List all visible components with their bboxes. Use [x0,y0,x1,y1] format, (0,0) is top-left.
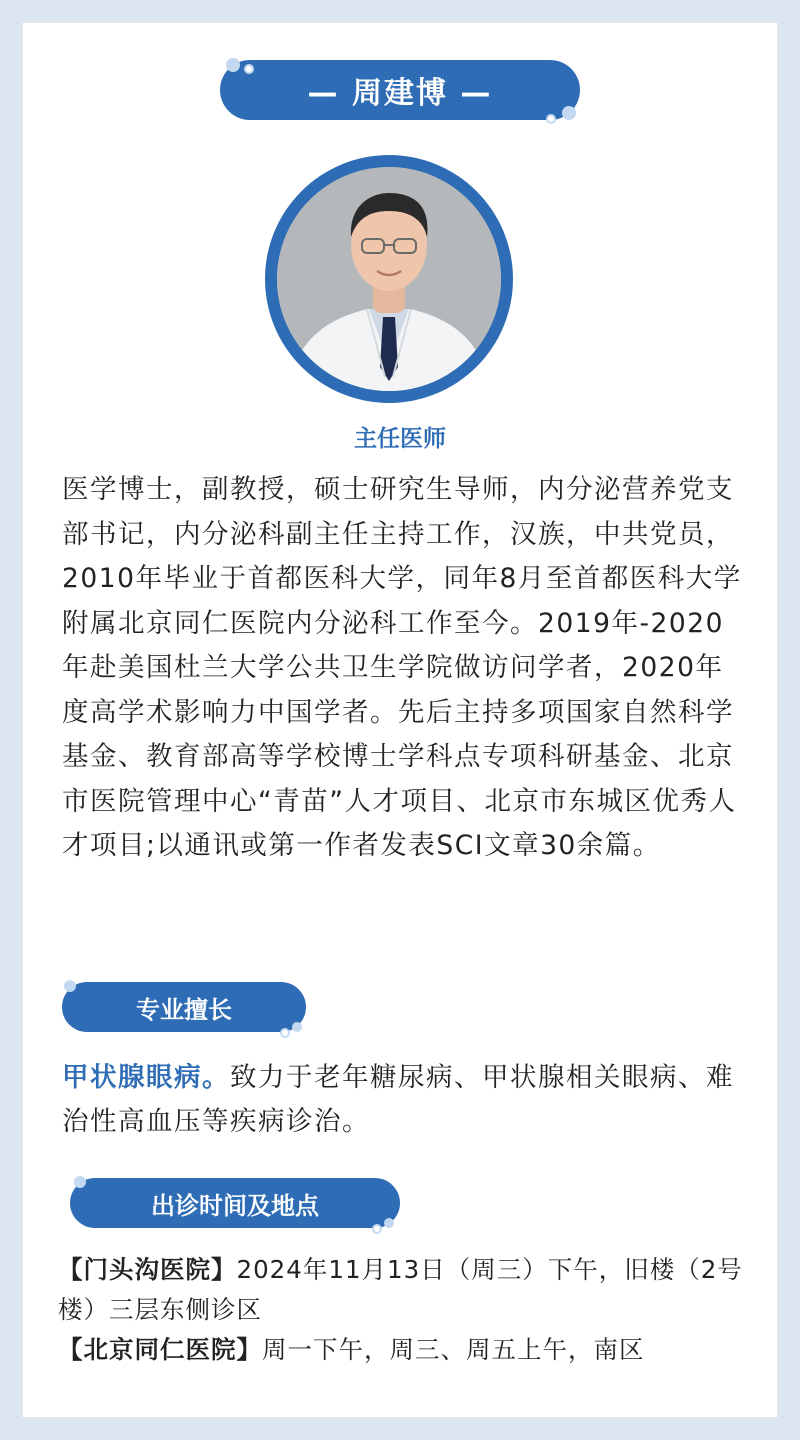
clinic-heading: 出诊时间及地点 [151,1191,319,1220]
clinic-place: 【门头沟医院】 [58,1255,237,1284]
decorative-dot [244,64,254,74]
doctor-bio: 医学博士，副教授，硕士研究生导师，内分泌营养党支部书记，内分泌科副主任主持工作，汉族，中共党员，2010年毕业于首都医科大学，同年8月至首都医科大学附属北京同仁医院内分泌科工作至今。2019年-2020年赴美国杜兰大学公共卫生学院做访问学者，2020年度高学术影响力中国学者。先后主持多项国家自然科学基金、教育部高等学校博士学科点专项科研基金、北京市医院管理中心“青苗”人才项目、北京市东城区优秀人才项目;以通讯或第一作者发表SCI文章30余篇。 [62,474,742,861]
clinic-place: 【北京同仁医院】 [58,1335,262,1364]
clinic-heading-pill [70,1178,400,1228]
clinic-detail: 周一下午，周三、周五上午，南区 [262,1335,645,1364]
doctor-name-banner [220,60,580,120]
decorative-dot [64,980,76,992]
doctor-name: — 周建博 — [307,76,493,111]
clinic-entry [58,1330,758,1370]
clinic-detail: 2024年11月13日（周三）下午，旧楼（2号楼）三层东侧诊区 [58,1255,743,1324]
doctor-photo [277,167,501,391]
decorative-dot [372,1224,382,1234]
decorative-dot [562,106,576,120]
specialty-highlight: 甲状腺眼病。 [62,1062,230,1093]
clinic-entry [58,1250,758,1330]
decorative-dot [384,1218,394,1228]
specialty-text [62,1056,752,1144]
decorative-dot [74,1176,86,1188]
decorative-dot [292,1022,302,1032]
decorative-dot [280,1028,290,1038]
decorative-dot [226,58,240,72]
clinic-schedule [58,1250,758,1370]
specialty-heading: 专业擅长 [136,995,232,1024]
decorative-dot [546,114,556,124]
doctor-title: 主任医师 [354,426,446,452]
specialty-heading-pill [62,982,306,1032]
specialty-description: 致力于老年糖尿病、甲状腺相关眼病、难治性高血压等疾病诊治。 [62,1062,734,1137]
